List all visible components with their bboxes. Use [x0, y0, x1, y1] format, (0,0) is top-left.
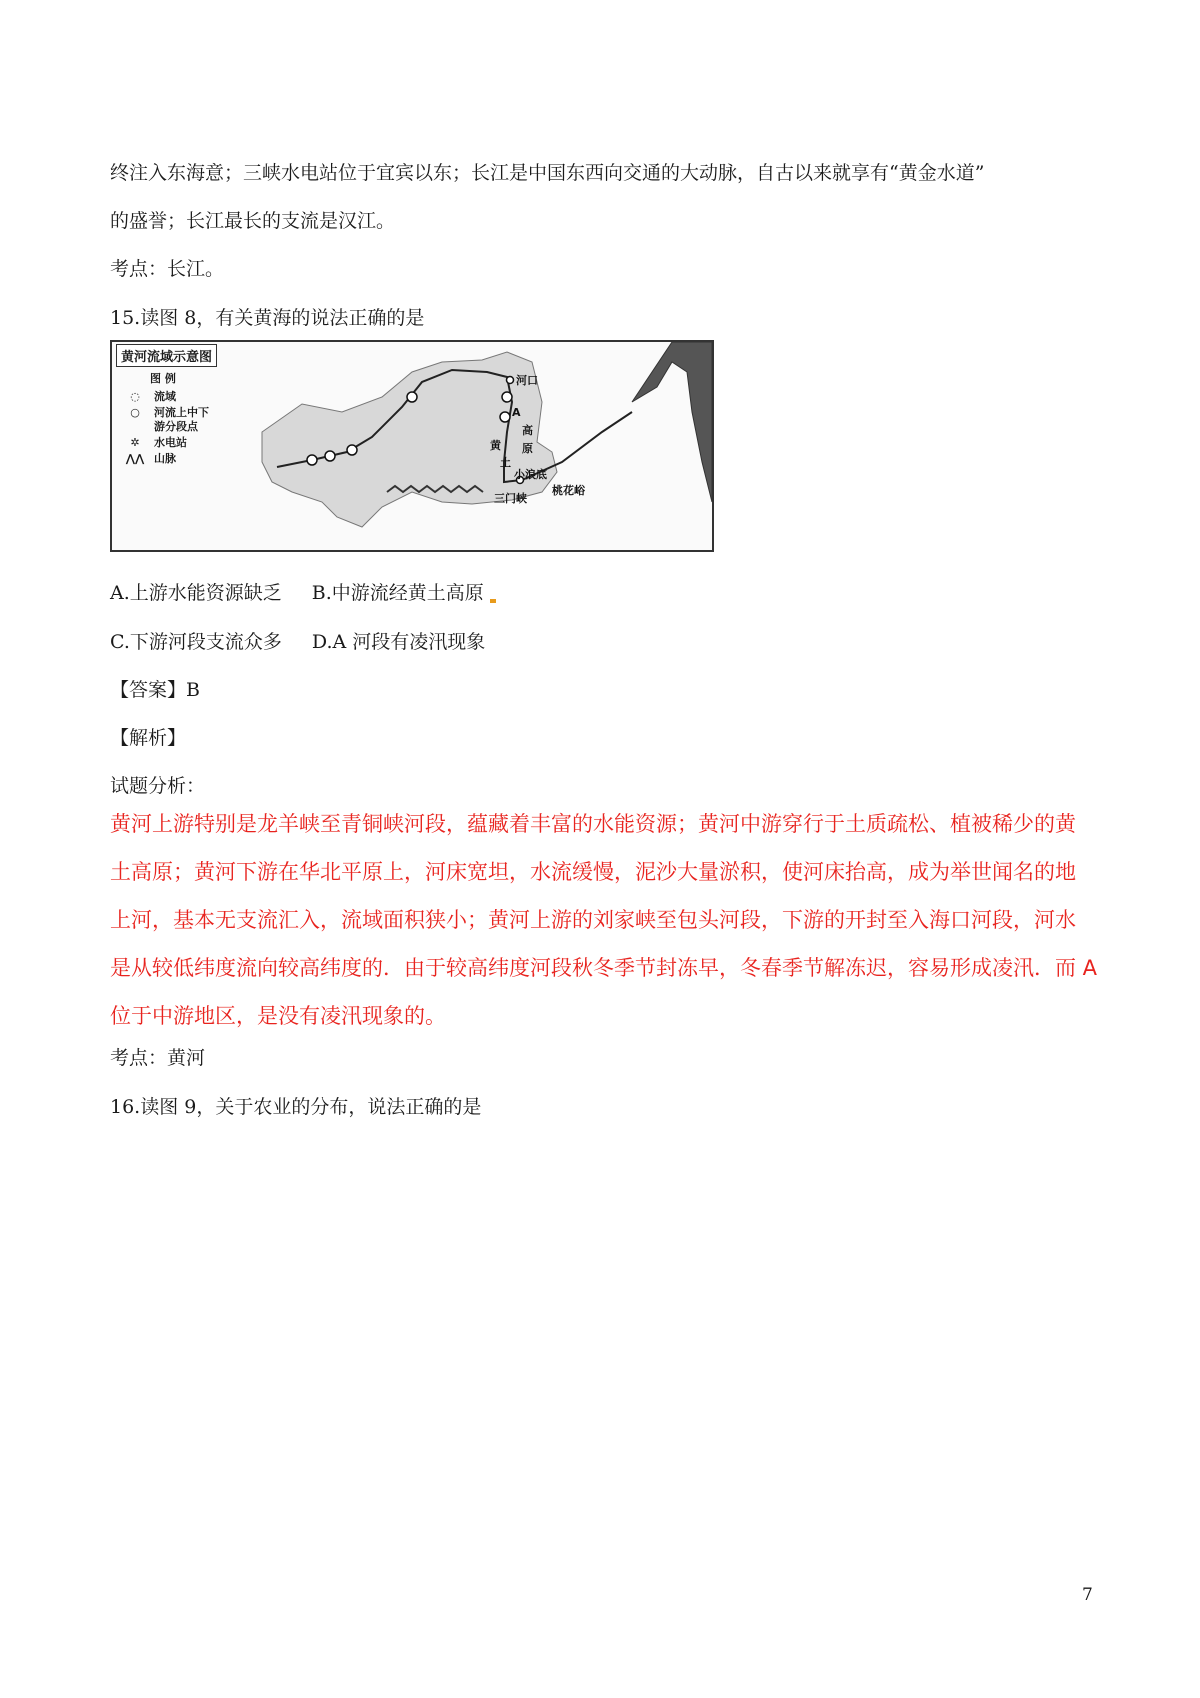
legend-row-basin — [120, 390, 212, 404]
option-c: C.下游河段支流众多 — [110, 631, 282, 653]
legend-row-hydropower — [120, 436, 212, 450]
answer: 【答案】B — [110, 679, 200, 701]
map-label-tu: 土 — [500, 456, 511, 469]
yellow-river-map — [110, 340, 714, 552]
region-swatch-icon: ◌ — [130, 390, 140, 403]
options-row-2 — [110, 627, 485, 654]
mountain-range-icon: ⋀⋀ — [125, 452, 145, 465]
legend-label-basin: 流域 — [154, 390, 176, 403]
kaodian-14: 考点：长江。 — [110, 258, 225, 280]
map-legend — [120, 372, 212, 468]
map-title: 黄河流域示意图 — [116, 344, 217, 367]
question-15: 15.读图 8，有关黄海的说法正确的是 — [110, 307, 425, 329]
legend-row-segment — [120, 406, 212, 434]
legend-label-hydropower: 水电站 — [154, 436, 187, 449]
options-row-1 — [110, 578, 496, 605]
legend-label-segment: 河流上中下游分段点 — [154, 406, 209, 433]
legend-row-mountain — [120, 452, 212, 466]
map-label-a: A — [512, 406, 521, 419]
analysis-red-line-5: 位于中游地区，是没有凌汛现象的。 — [110, 1004, 446, 1028]
map-label-gao: 高 — [522, 424, 533, 437]
top-line-1: 终注入东海意；三峡水电站位于宜宾以东；长江是中国东西向交通的大动脉，自古以来就享有“黄金水道” — [110, 162, 985, 184]
option-d: D.A 河段有凌汛现象 — [311, 631, 486, 653]
hydropower-station-icon: ✲ — [130, 436, 140, 449]
analysis-red-line-3: 上河，基本无支流汇入，流域面积狭小；黄河上游的刘家峡至包头河段，下游的开封至入海口河段，河水 — [110, 908, 1076, 932]
kaodian-15: 考点：黄河 — [110, 1047, 206, 1069]
analysis-red-line-1: 黄河上游特别是龙羊峡至青铜峡河段，蕴藏着丰富的水能资源；黄河中游穿行于土质疏松、植被稀少的黄 — [110, 812, 1076, 836]
analysis-header: 【解析】 — [110, 727, 187, 749]
map-label-xiaolangdi: 小浪底 — [514, 468, 547, 481]
option-a: A.上游水能资源缺乏 — [110, 582, 282, 604]
analysis-intro: 试题分析： — [110, 775, 206, 797]
map-label-hekou: 河口 — [516, 374, 538, 387]
circle-point-icon: ○ — [130, 406, 140, 419]
page-number: 7 — [1082, 1585, 1093, 1605]
map-label-huang: 黄 — [490, 439, 501, 452]
map-label-sanmenxia: 三门峡 — [494, 492, 527, 505]
option-b: B.中游流经黄土高原 — [311, 582, 484, 604]
map-label-taohuayu: 桃花峪 — [552, 484, 585, 497]
analysis-red-line-4: 是从较低纬度流向较高纬度的．由于较高纬度河段秋冬季节封冻早，冬春季节解冻迟，容易形成凌汛．而 A — [110, 956, 1098, 980]
legend-title: 图 例 — [150, 372, 176, 385]
analysis-red-line-2: 土高原；黄河下游在华北平原上，河床宽坦，水流缓慢，泥沙大量淤积，使河床抬高，成为举世闻名的地 — [110, 860, 1076, 884]
question-16: 16.读图 9，关于农业的分布，说法正确的是 — [110, 1096, 482, 1118]
sea-region — [632, 342, 712, 502]
top-line-2: 的盛誉；长江最长的支流是汉江。 — [110, 210, 396, 232]
legend-label-mountain: 山脉 — [154, 452, 176, 465]
highlight-mark — [490, 599, 496, 603]
map-label-yuan: 原 — [522, 442, 533, 455]
